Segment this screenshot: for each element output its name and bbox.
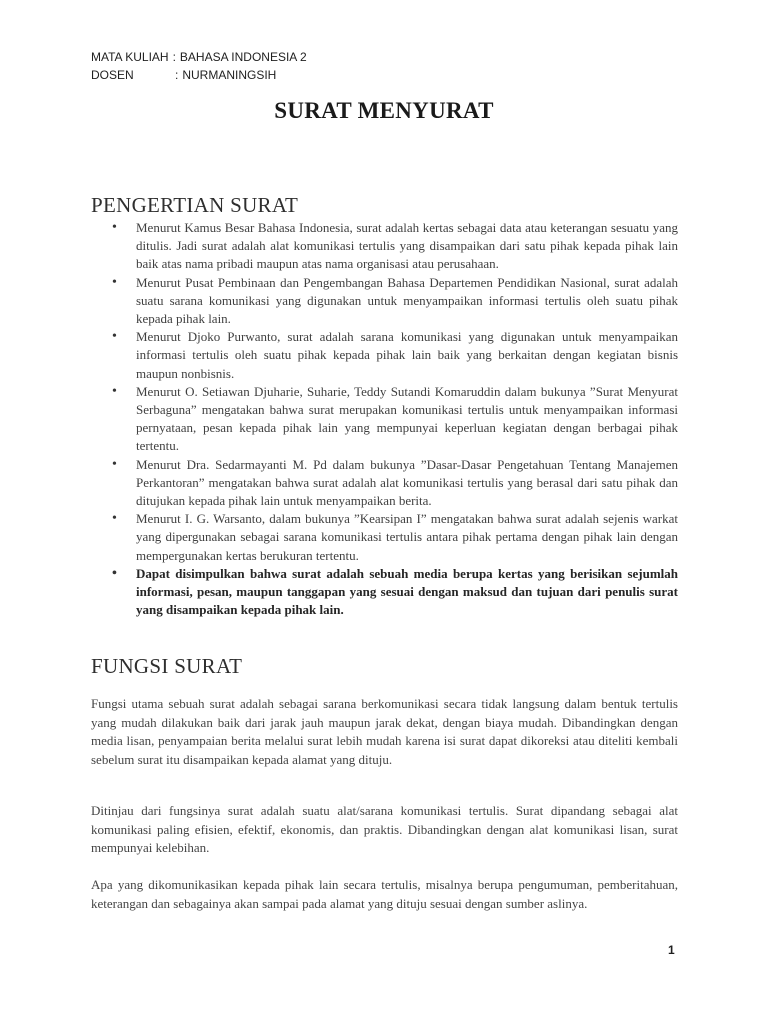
course-value: BAHASA INDONESIA 2 [179,50,307,64]
paragraph: Ditinjau dari fungsinya surat adalah suatu alat/sarana komunikasi tertulis. Surat dipandang sebagai alat komunikasi paling efisien, efektif, ekonomis, dan praktis. Dibandingkan dengan alat komunikasi lisan, surat mempunyai kelebihan. [91,803,678,855]
section-heading-fungsi: FUNGSI SURAT [91,654,243,678]
paragraph: Fungsi utama sebuah surat adalah sebagai sarana berkomunikasi secara tidak langsung dalam bentuk tertulis yang mudah dilakukan baik dari jarak jauh maupun jarak dekat, dengan biaya mudah. Dibandingkan dengan media lisan, penyampaian berita melalui surat lebih mudah karena isi surat dapat dikoreksi atau diteliti kembali sebelum surat itu disampaikan kepada alamat yang dituju. [91,696,678,767]
lecturer-value: NURMANINGSIH [182,68,277,82]
lecturer-separator: : [175,68,179,82]
document-header [91,48,307,84]
list-item: • Menurut I. G. Warsanto, dalam bukunya ”Kearsipan I” mengatakan bahwa surat adalah sejenis warkat yang dipergunakan sebagai sarana komunikasi tertulis antara pihak pertama dengan pihak lain dengan mempergunakan kertas berukuran tertentu. [112,510,678,565]
conclusion-list-item: • Dapat disimpulkan bahwa surat adalah sebuah media berupa kertas yang berisikan sejumlah informasi, pesan, maupun tanggapan yang sesuai dengan maksud dan tujuan dari penulis surat yang disampaikan kepada pihak lain. [112,565,678,620]
list-item: • Menurut Djoko Purwanto, surat adalah sarana komunikasi yang digunakan untuk menyampaikan informasi tertulis oleh suatu pihak kepada pihak lain baik yang berkaitan dengan kegiatan bisnis maupun nonbisnis. [112,328,678,383]
list-item: • Menurut O. Setiawan Djuharie, Suharie, Teddy Sutandi Komaruddin dalam bukunya ”Surat Menyurat Serbaguna” mengatakan bahwa surat merupakan komunikasi tertulis untuk menyampaikan informasi pernyataan, pesan kepada pihak lain yang mempunyai keperluan kegiatan dengan berbagai pihak tertentu. [112,383,678,456]
course-row [91,48,307,66]
lecturer-label: DOSEN [91,68,134,82]
list-item: • Menurut Pusat Pembinaan dan Pengembangan Bahasa Departemen Pendidikan Nasional, surat adalah suatu sarana komunikasi yang digunakan untuk menyampaikan informasi tertulis oleh suatu pihak kepada pihak lain. [112,274,678,329]
list-item: • Menurut Dra. Sedarmayanti M. Pd dalam bukunya ”Dasar-Dasar Pengetahuan Tentang Manajemen Perkantoran” mengatakan bahwa surat adalah alat komunikasi tertulis yang berasal dari satu pihak dan ditujukan kepada pihak lain untuk menyampaikan berita. [112,456,678,511]
page-number: 1 [668,943,675,957]
lecturer-row [91,66,307,84]
course-label: MATA KULIAH [91,50,169,64]
course-separator: : [172,50,176,64]
document-title: SURAT MENYURAT [274,98,494,123]
definition-list [112,219,678,619]
list-item: • Menurut Kamus Besar Bahasa Indonesia, surat adalah kertas sebagai data atau keterangan sesuatu yang ditulis. Jadi surat adalah alat komunikasi tertulis yang disampaikan dari satu pihak kepada pihak lain baik atas nama pribadi maupun atas nama organisasi atau perusahaan. [112,219,678,274]
section-heading-pengertian: PENGERTIAN SURAT [91,193,299,217]
paragraph: Apa yang dikomunikasikan kepada pihak lain secara tertulis, misalnya berupa pengumuman, pemberitahuan, keterangan dan sebagainya akan sampai pada alamat yang dituju sesuai dengan sumber aslinya. [91,877,678,911]
